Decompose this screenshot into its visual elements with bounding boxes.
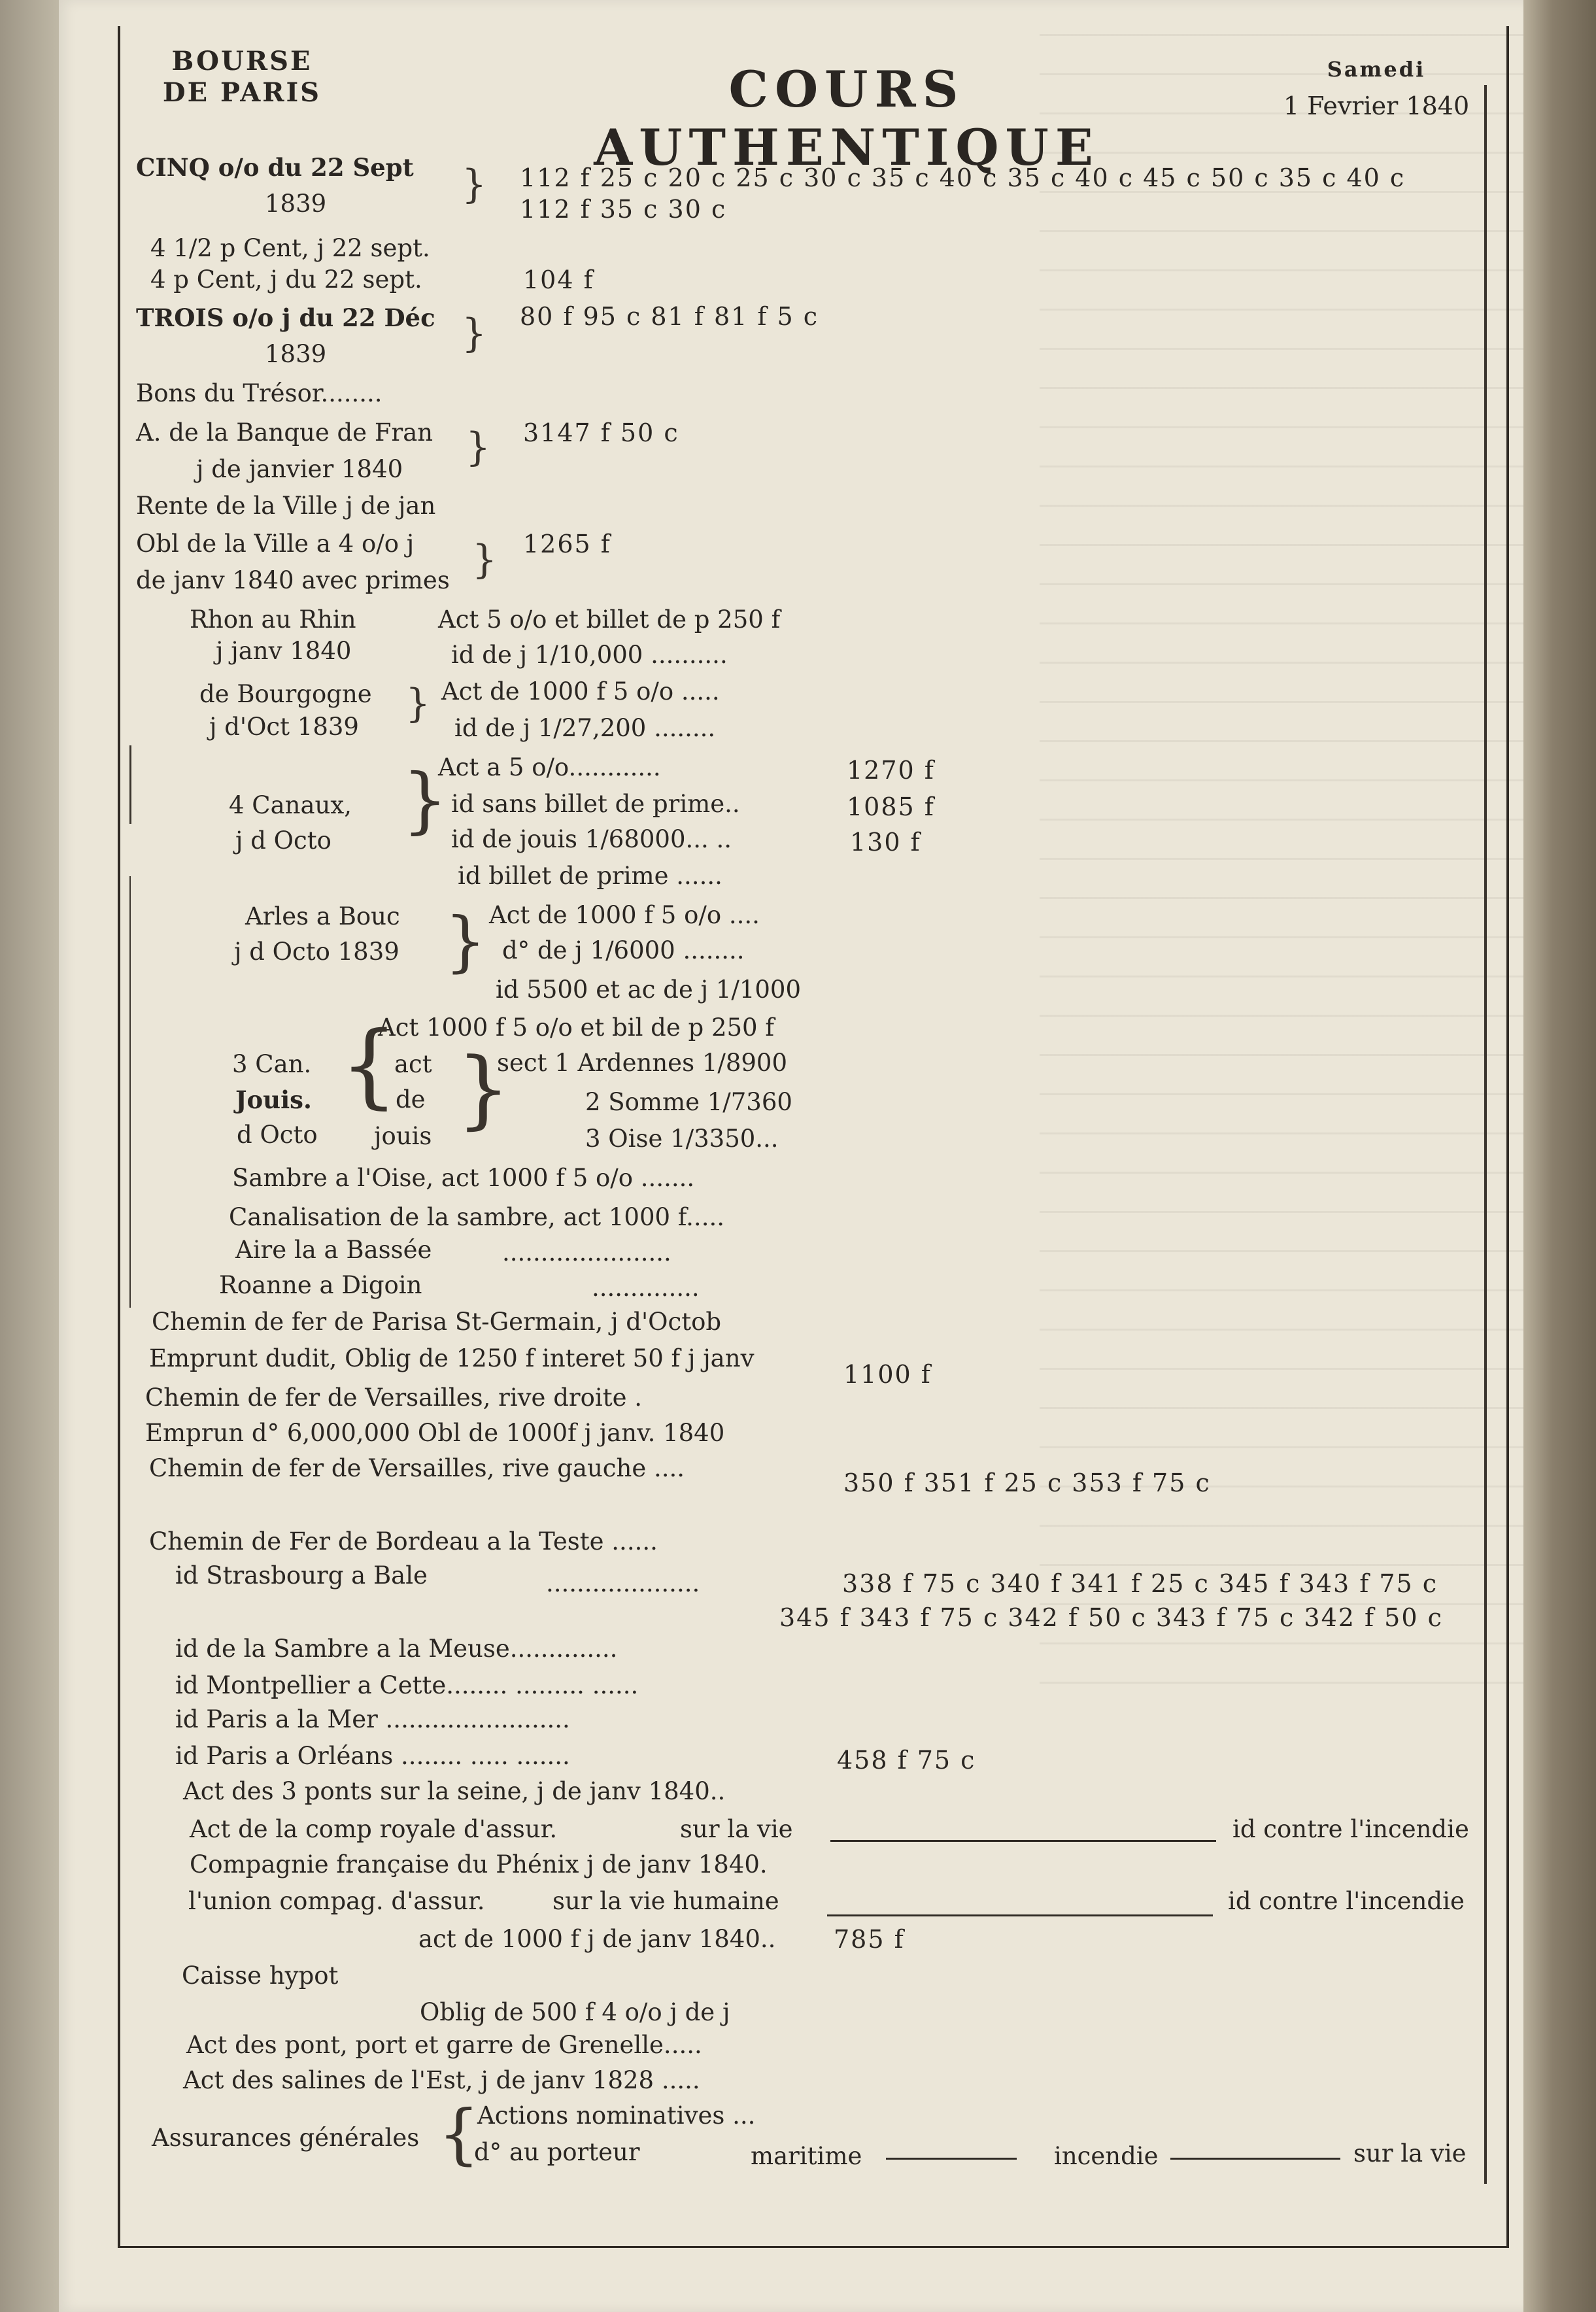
arles-d: d° de j 1/6000 ........ xyxy=(502,936,745,964)
salines-est: Act des salines de l'Est, j de janv 1828 ..... xyxy=(183,2066,700,2094)
assurances-generales: Assurances générales xyxy=(152,2124,420,2152)
trois-canaux-act: Act 1000 f 5 o/o et bil de p 250 f xyxy=(378,1013,775,1042)
canaux-jouis: id de jouis 1/68000... .. xyxy=(451,825,732,853)
versailles-rive-gauche-value: 350 f 351 f 25 c 353 f 75 c xyxy=(843,1469,1211,1497)
canaux-jouis-value: 130 f xyxy=(850,828,921,857)
blank-price-rule xyxy=(1170,2158,1340,2160)
canaux-date: j d Octo xyxy=(235,826,331,855)
row-trois-value: 80 f 95 c 81 f 81 f 5 c xyxy=(520,302,819,331)
brace: } xyxy=(462,311,487,356)
brace: } xyxy=(466,424,491,470)
caisse-value: 785 f xyxy=(834,1925,905,1954)
bourgogne-act: Act de 1000 f 5 o/o ..... xyxy=(441,677,720,706)
trois-canaux-jouis-word: jouis xyxy=(374,1122,432,1150)
date: 1 Fevrier 1840 xyxy=(1283,92,1470,120)
rhin-act: Act 5 o/o et billet de p 250 f xyxy=(438,605,781,634)
trois-canaux-octo: d Octo xyxy=(237,1121,318,1149)
brace: } xyxy=(456,1039,511,1138)
sambre-oise: Sambre a l'Oise, act 1000 f 5 o/o ....... xyxy=(232,1164,695,1192)
union-assur: l'union compag. d'assur. xyxy=(188,1887,485,1915)
strasbourg-bale: id Strasbourg a Bale xyxy=(175,1561,428,1590)
emprunt-dudit-value: 1100 f xyxy=(843,1360,932,1389)
brace: { xyxy=(438,2096,480,2172)
trois-canaux-de-word: de xyxy=(396,1085,426,1114)
paris-mer: id Paris a la Mer ........................ xyxy=(175,1705,570,1733)
canaux-sans-billet-value: 1085 f xyxy=(847,792,935,821)
incendie: incendie xyxy=(1054,2142,1159,2170)
bourgogne-id: id de j 1/27,200 ........ xyxy=(454,714,716,742)
versailles-rive-gauche: Chemin de fer de Versailles, rive gauche .... xyxy=(149,1454,685,1482)
row-rente-ville: Rente de la Ville j de jan xyxy=(136,492,436,520)
oise: 3 Oise 1/3350... xyxy=(585,1125,779,1153)
contre-incendie-2: id contre l'incendie xyxy=(1228,1887,1465,1915)
caisse-hypot: Caisse hypot xyxy=(182,1962,339,1990)
row-quatre-demi: 4 1/2 p Cent, j 22 sept. xyxy=(150,234,430,262)
trois-canaux-label: 3 Can. xyxy=(232,1050,312,1078)
row-trois-label: TROIS o/o j du 22 Déc xyxy=(136,303,435,332)
actions-nominatives: Actions nominatives ... xyxy=(477,2101,756,2130)
brace: { xyxy=(340,1012,399,1119)
roanne-dots: .............. xyxy=(592,1274,700,1302)
brace: } xyxy=(462,162,487,207)
page-title: COURS AUTHENTIQUE xyxy=(594,60,1100,177)
row-trois-year: 1839 xyxy=(265,340,327,368)
canaux-billet-prime: id billet de prime ...... xyxy=(458,862,722,890)
brace: } xyxy=(405,681,431,726)
bracket-rule xyxy=(129,876,131,1308)
montpellier-cette: id Montpellier a Cette........ ......... ...... xyxy=(175,1671,639,1699)
rhin-label: Rhon au Rhin xyxy=(190,605,356,634)
row-quatre-value: 104 f xyxy=(523,265,594,294)
arles-date: j d Octo 1839 xyxy=(234,938,399,966)
aire-dots: ...................... xyxy=(502,1238,671,1266)
strasbourg-value-1: 338 f 75 c 340 f 341 f 25 c 345 f 343 f 75 c xyxy=(842,1569,1438,1598)
paris-orleans: id Paris a Orléans ........ ..... ....... xyxy=(175,1742,570,1770)
rhin-id: id de j 1/10,000 .......... xyxy=(451,641,728,669)
sur-la-vie: sur la vie xyxy=(680,1815,793,1843)
canaux-act-value: 1270 f xyxy=(847,756,935,785)
row-cinq-label: CINQ o/o du 22 Sept xyxy=(136,153,414,182)
grenelle: Act des pont, port et garre de Grenelle..... xyxy=(186,2031,702,2059)
aire-bassee: Aire la a Bassée xyxy=(235,1236,432,1264)
canaux-sans-billet: id sans billet de prime.. xyxy=(451,790,740,818)
blank-price-rule xyxy=(886,2158,1017,2160)
row-bons-tresor: Bons du Trésor........ xyxy=(136,379,382,407)
ardennes: sect 1 Ardennes 1/8900 xyxy=(497,1049,787,1077)
strasbourg-value-2: 345 f 343 f 75 c 342 f 50 c 343 f 75 c 342 f 50 c xyxy=(779,1603,1443,1632)
maritime: maritime xyxy=(751,2142,862,2170)
weekday: Samedi xyxy=(1327,57,1426,82)
canaux-label: 4 Canaux, xyxy=(229,791,352,819)
row-cinq-value-2: 112 f 35 c 30 c xyxy=(520,195,727,224)
sur-la-vie-2: sur la vie xyxy=(1353,2139,1467,2168)
caisse-act: act de 1000 f j de janv 1840.. xyxy=(418,1925,776,1953)
somme: 2 Somme 1/7360 xyxy=(585,1088,792,1116)
rhin-date: j janv 1840 xyxy=(216,637,352,665)
row-quatre: 4 p Cent, j du 22 sept. xyxy=(150,265,422,294)
sur-vie-humaine: sur la vie humaine xyxy=(552,1887,779,1915)
comp-royale: Act de la comp royale d'assur. xyxy=(190,1815,558,1843)
arles-label: Arles a Bouc xyxy=(245,902,400,930)
au-porteur: d° au porteur xyxy=(474,2138,640,2166)
trois-ponts: Act des 3 ponts sur la seine, j de janv 1840.. xyxy=(183,1777,726,1805)
bourse-line1: BOURSE xyxy=(171,46,313,76)
trois-canaux-act-word: act xyxy=(394,1050,432,1078)
trois-canaux-jouis: Jouis. xyxy=(235,1085,312,1114)
arles-id: id 5500 et ac de j 1/1000 xyxy=(496,976,802,1004)
phenix: Compagnie française du Phénix j de janv 1840. xyxy=(190,1850,768,1878)
caisse-oblig: Oblig de 500 f 4 o/o j de j xyxy=(420,1998,730,2026)
row-cinq-value-1: 112 f 25 c 20 c 25 c 30 c 35 c 40 c 35 c 40 c 45 c 50 c 35 c 40 c xyxy=(520,163,1406,192)
row-banque-value: 3147 f 50 c xyxy=(523,418,679,447)
row-cinq-year: 1839 xyxy=(265,190,327,218)
sambre-meuse: id de la Sambre a la Meuse.............. xyxy=(175,1635,618,1663)
row-oblig-ville-2: de janv 1840 avec primes xyxy=(136,566,450,594)
arles-act: Act de 1000 f 5 o/o .... xyxy=(489,901,760,929)
bourse-line2: DE PARIS xyxy=(162,77,322,108)
bourgogne-date: j d'Oct 1839 xyxy=(209,713,359,741)
paris-orleans-value: 458 f 75 c xyxy=(837,1746,976,1775)
strasbourg-dots: .................... xyxy=(546,1569,700,1597)
row-oblig-ville-value: 1265 f xyxy=(523,530,611,558)
emprunt-6-millions: Emprun d° 6,000,000 Obl de 1000f j janv. 1840 xyxy=(145,1419,725,1447)
blank-price-rule xyxy=(827,1914,1213,1916)
contre-incendie: id contre l'incendie xyxy=(1232,1815,1469,1843)
cdf-st-germain: Chemin de fer de Parisa St-Germain, j d'Octob xyxy=(152,1308,722,1336)
row-oblig-ville: Obl de la Ville a 4 o/o j xyxy=(136,530,415,558)
bracket-rule xyxy=(129,745,131,824)
blank-price-rule xyxy=(830,1840,1216,1842)
emprunt-dudit: Emprunt dudit, Oblig de 1250 f interet 50 f j janv xyxy=(149,1344,755,1372)
versailles-rive-droite: Chemin de fer de Versailles, rive droite . xyxy=(145,1384,642,1412)
roanne-digoin: Roanne a Digoin xyxy=(219,1271,422,1299)
brace: } xyxy=(445,903,486,979)
cdf-bordeau: Chemin de Fer de Bordeau a la Teste ...... xyxy=(149,1527,658,1556)
canalisation-sambre: Canalisation de la sambre, act 1000 f..... xyxy=(229,1203,724,1231)
row-banque-label: A. de la Banque de Fran xyxy=(136,418,433,447)
row-banque-date: j de janvier 1840 xyxy=(196,455,403,483)
brace: } xyxy=(402,758,448,842)
bourgogne-label: de Bourgogne xyxy=(199,680,372,708)
canaux-act: Act a 5 o/o............ xyxy=(438,753,661,781)
brace: } xyxy=(472,537,498,583)
